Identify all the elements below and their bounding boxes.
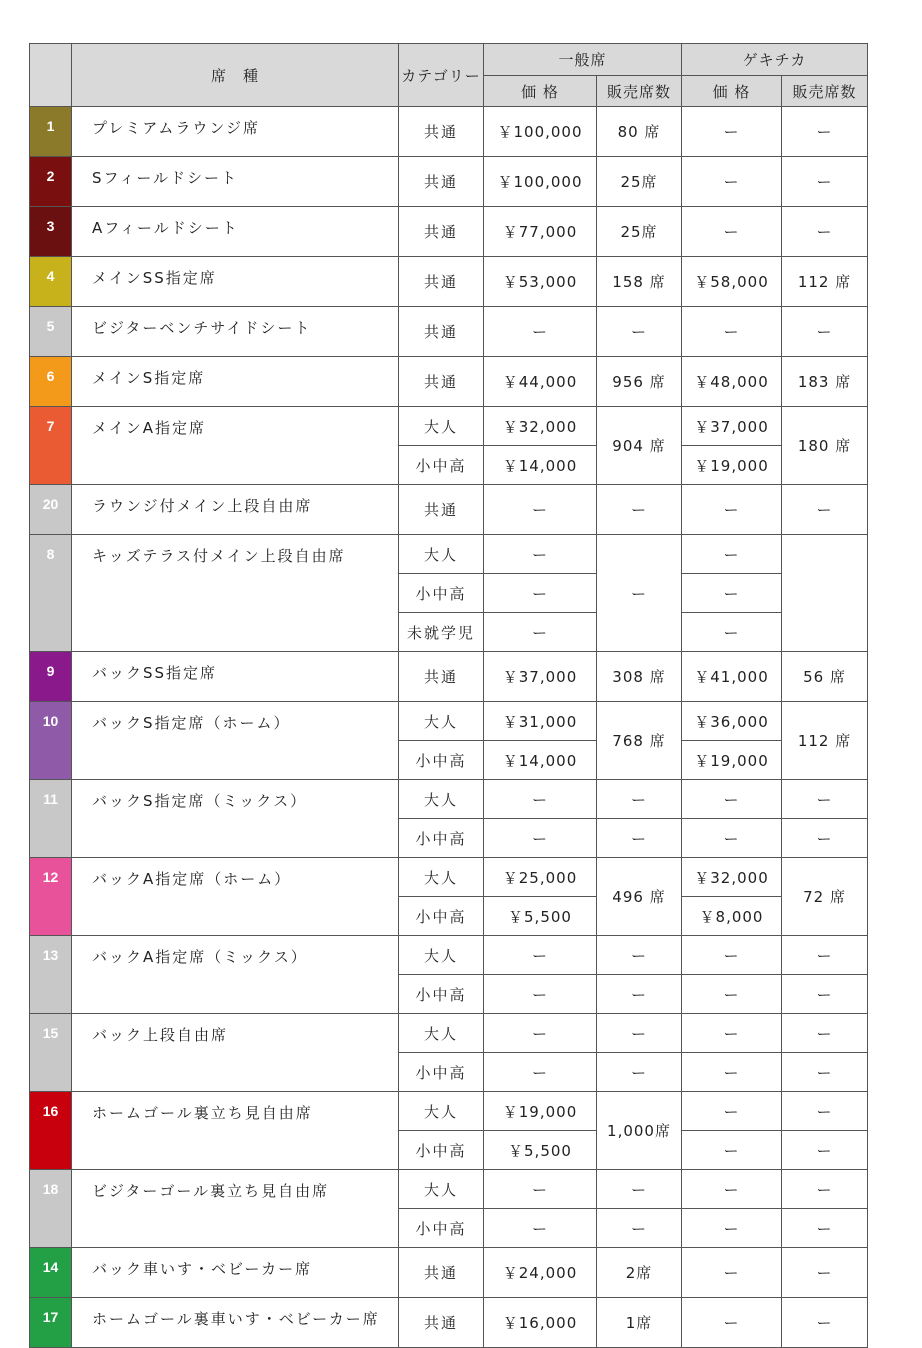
gekichika-price: ー (682, 1209, 782, 1248)
table-row (30, 157, 868, 207)
gekichika-price: ー (682, 936, 782, 975)
seat-number-badge: 2 (30, 157, 72, 207)
gekichika-seats: ー (782, 975, 868, 1014)
general-seats: ー (597, 975, 682, 1014)
gekichika-price: ー (682, 207, 782, 257)
category-cell: 未就学児 (399, 613, 484, 652)
gekichika-price: ー (682, 780, 782, 819)
header-general-seats: 販売席数 (597, 76, 682, 107)
table-row (30, 1014, 868, 1053)
gekichika-seats: ー (782, 1298, 868, 1348)
general-price: ￥100,000 (484, 107, 597, 157)
general-price: ￥14,000 (484, 446, 597, 485)
general-seats: 496 席 (597, 858, 682, 936)
category-cell: 共通 (399, 307, 484, 357)
category-cell: 共通 (399, 1298, 484, 1348)
seat-name: ホームゴール裏立ち見自由席 (72, 1092, 399, 1170)
general-price: ー (484, 936, 597, 975)
table-row (30, 858, 868, 897)
category-cell: 大人 (399, 702, 484, 741)
general-price: ￥5,500 (484, 897, 597, 936)
table-row (30, 107, 868, 157)
category-cell: 小中高 (399, 1131, 484, 1170)
seat-number-badge: 9 (30, 652, 72, 702)
general-price: ￥19,000 (484, 1092, 597, 1131)
general-price: ー (484, 613, 597, 652)
table-row (30, 1092, 868, 1131)
gekichika-seats: ー (782, 1014, 868, 1053)
general-price: ￥32,000 (484, 407, 597, 446)
general-seats: 2席 (597, 1248, 682, 1298)
gekichika-price: ー (682, 307, 782, 357)
general-price: ￥5,500 (484, 1131, 597, 1170)
general-price: ￥77,000 (484, 207, 597, 257)
general-seats: ー (597, 780, 682, 819)
gekichika-price: ー (682, 819, 782, 858)
table-row (30, 702, 868, 741)
seat-name: バック車いす・ベビーカー席 (72, 1248, 399, 1298)
category-cell: 小中高 (399, 1053, 484, 1092)
seat-number-badge: 15 (30, 1014, 72, 1092)
seat-number-badge: 5 (30, 307, 72, 357)
table-row (30, 1170, 868, 1209)
table-row (30, 1248, 868, 1298)
gekichika-price: ー (682, 1170, 782, 1209)
category-cell: 小中高 (399, 446, 484, 485)
general-seats: ー (597, 535, 682, 652)
table-row (30, 1298, 868, 1348)
gekichika-price: ￥41,000 (682, 652, 782, 702)
gekichika-price: ￥58,000 (682, 257, 782, 307)
category-cell: 大人 (399, 1092, 484, 1131)
table-row (30, 652, 868, 702)
seat-number-badge: 14 (30, 1248, 72, 1298)
seat-number-badge: 16 (30, 1092, 72, 1170)
general-seats: ー (597, 1053, 682, 1092)
seat-name: バック上段自由席 (72, 1014, 399, 1092)
gekichika-seats: ー (782, 1170, 868, 1209)
gekichika-price: ー (682, 1014, 782, 1053)
gekichika-price: ー (682, 1092, 782, 1131)
general-seats: 25席 (597, 157, 682, 207)
category-cell: 小中高 (399, 574, 484, 613)
seat-number-badge: 8 (30, 535, 72, 652)
seat-number-badge: 7 (30, 407, 72, 485)
seat-name: Aフィールドシート (72, 207, 399, 257)
seat-name: キッズテラス付メイン上段自由席 (72, 535, 399, 652)
gekichika-price: ￥32,000 (682, 858, 782, 897)
gekichika-price: ￥8,000 (682, 897, 782, 936)
category-cell: 大人 (399, 407, 484, 446)
table-row (30, 307, 868, 357)
category-cell: 共通 (399, 157, 484, 207)
table-row (30, 936, 868, 975)
seat-name: プレミアムラウンジ席 (72, 107, 399, 157)
table-row (30, 357, 868, 407)
category-cell: 大人 (399, 936, 484, 975)
general-price: ー (484, 485, 597, 535)
seat-name: バックA指定席（ホーム） (72, 858, 399, 936)
gekichika-seats: ー (782, 1248, 868, 1298)
gekichika-price: ￥19,000 (682, 741, 782, 780)
category-cell: 共通 (399, 357, 484, 407)
category-cell: 小中高 (399, 741, 484, 780)
general-seats: 80 席 (597, 107, 682, 157)
table-body (30, 107, 868, 1348)
category-cell: 大人 (399, 858, 484, 897)
gekichika-price: ￥19,000 (682, 446, 782, 485)
gekichika-price: ￥48,000 (682, 357, 782, 407)
general-price: ー (484, 307, 597, 357)
gekichika-price: ー (682, 1298, 782, 1348)
general-price: ー (484, 780, 597, 819)
general-seats: 768 席 (597, 702, 682, 780)
table-row (30, 207, 868, 257)
seat-name: バックA指定席（ミックス） (72, 936, 399, 1014)
seat-name: Sフィールドシート (72, 157, 399, 207)
general-price: ー (484, 1209, 597, 1248)
seat-name: バックS指定席（ミックス） (72, 780, 399, 858)
gekichika-seats: 112 席 (782, 257, 868, 307)
general-seats: 158 席 (597, 257, 682, 307)
seat-name: バックSS指定席 (72, 652, 399, 702)
gekichika-price: ー (682, 1053, 782, 1092)
general-price: ￥31,000 (484, 702, 597, 741)
seat-name: メインS指定席 (72, 357, 399, 407)
gekichika-seats: 112 席 (782, 702, 868, 780)
general-seats: ー (597, 1170, 682, 1209)
general-seats: ー (597, 1209, 682, 1248)
category-cell: 共通 (399, 485, 484, 535)
gekichika-price: ￥37,000 (682, 407, 782, 446)
seat-number-badge: 12 (30, 858, 72, 936)
gekichika-price: ー (682, 485, 782, 535)
seat-number-badge: 17 (30, 1298, 72, 1348)
gekichika-price: ー (682, 157, 782, 207)
gekichika-seats: ー (782, 1131, 868, 1170)
category-cell: 大人 (399, 535, 484, 574)
seat-price-table (29, 43, 868, 1348)
general-seats: 1席 (597, 1298, 682, 1348)
table-row (30, 407, 868, 446)
general-price: ￥24,000 (484, 1248, 597, 1298)
gekichika-seats: ー (782, 107, 868, 157)
table-row (30, 257, 868, 307)
header-number (30, 44, 72, 107)
seat-number-badge: 1 (30, 107, 72, 157)
general-seats: 308 席 (597, 652, 682, 702)
general-price: ー (484, 1170, 597, 1209)
category-cell: 小中高 (399, 897, 484, 936)
header-general: 一般席 (484, 44, 682, 76)
gekichika-seats: 183 席 (782, 357, 868, 407)
general-price: ￥37,000 (484, 652, 597, 702)
general-seats: ー (597, 819, 682, 858)
category-cell: 共通 (399, 207, 484, 257)
seat-name: ラウンジ付メイン上段自由席 (72, 485, 399, 535)
gekichika-price: ー (682, 574, 782, 613)
category-cell: 共通 (399, 107, 484, 157)
general-price: ￥53,000 (484, 257, 597, 307)
gekichika-seats: ー (782, 307, 868, 357)
category-cell: 共通 (399, 1248, 484, 1298)
general-price: ー (484, 819, 597, 858)
table-row (30, 780, 868, 819)
gekichika-price: ー (682, 1131, 782, 1170)
gekichika-seats (782, 535, 868, 652)
seat-name: メインA指定席 (72, 407, 399, 485)
general-price: ￥44,000 (484, 357, 597, 407)
gekichika-price: ー (682, 975, 782, 1014)
gekichika-seats: ー (782, 780, 868, 819)
gekichika-seats: ー (782, 157, 868, 207)
gekichika-seats: ー (782, 819, 868, 858)
gekichika-seats: ー (782, 485, 868, 535)
general-seats: 1,000席 (597, 1092, 682, 1170)
gekichika-price: ー (682, 613, 782, 652)
seat-number-badge: 20 (30, 485, 72, 535)
general-seats: 956 席 (597, 357, 682, 407)
header-gekichika: ゲキチカ (682, 44, 868, 76)
seat-number-badge: 4 (30, 257, 72, 307)
general-price: ー (484, 975, 597, 1014)
table-row (30, 535, 868, 574)
seat-name: ビジターベンチサイドシート (72, 307, 399, 357)
seat-number-badge: 13 (30, 936, 72, 1014)
gekichika-seats: 180 席 (782, 407, 868, 485)
gekichika-price: ー (682, 107, 782, 157)
header-gekichika-price: 価 格 (682, 76, 782, 107)
general-seats: ー (597, 936, 682, 975)
gekichika-price: ー (682, 1248, 782, 1298)
category-cell: 大人 (399, 780, 484, 819)
general-price: ￥100,000 (484, 157, 597, 207)
gekichika-seats: ー (782, 1209, 868, 1248)
seat-number-badge: 3 (30, 207, 72, 257)
general-price: ￥14,000 (484, 741, 597, 780)
seat-name: バックS指定席（ホーム） (72, 702, 399, 780)
general-price: ー (484, 535, 597, 574)
gekichika-seats: 56 席 (782, 652, 868, 702)
seat-number-badge: 18 (30, 1170, 72, 1248)
header-seat-type: 席 種 (72, 44, 399, 107)
category-cell: 大人 (399, 1170, 484, 1209)
general-seats: ー (597, 485, 682, 535)
general-seats: 904 席 (597, 407, 682, 485)
seat-name: ビジターゴール裏立ち見自由席 (72, 1170, 399, 1248)
general-price: ー (484, 574, 597, 613)
category-cell: 大人 (399, 1014, 484, 1053)
seat-name: メインSS指定席 (72, 257, 399, 307)
gekichika-seats: ー (782, 1092, 868, 1131)
category-cell: 共通 (399, 257, 484, 307)
header-gekichika-seats: 販売席数 (782, 76, 868, 107)
header-general-price: 価 格 (484, 76, 597, 107)
gekichika-seats: ー (782, 1053, 868, 1092)
category-cell: 小中高 (399, 975, 484, 1014)
general-seats: ー (597, 307, 682, 357)
general-seats: ー (597, 1014, 682, 1053)
general-seats: 25席 (597, 207, 682, 257)
gekichika-price: ー (682, 535, 782, 574)
category-cell: 小中高 (399, 1209, 484, 1248)
gekichika-seats: ー (782, 207, 868, 257)
table-row (30, 485, 868, 535)
category-cell: 小中高 (399, 819, 484, 858)
gekichika-seats: 72 席 (782, 858, 868, 936)
seat-number-badge: 11 (30, 780, 72, 858)
general-price: ー (484, 1053, 597, 1092)
gekichika-price: ￥36,000 (682, 702, 782, 741)
seat-number-badge: 10 (30, 702, 72, 780)
general-price: ￥25,000 (484, 858, 597, 897)
general-price: ー (484, 1014, 597, 1053)
category-cell: 共通 (399, 652, 484, 702)
header-category: カテゴリー (399, 44, 484, 107)
seat-number-badge: 6 (30, 357, 72, 407)
general-price: ￥16,000 (484, 1298, 597, 1348)
gekichika-seats: ー (782, 936, 868, 975)
seat-name: ホームゴール裏車いす・ベビーカー席 (72, 1298, 399, 1348)
